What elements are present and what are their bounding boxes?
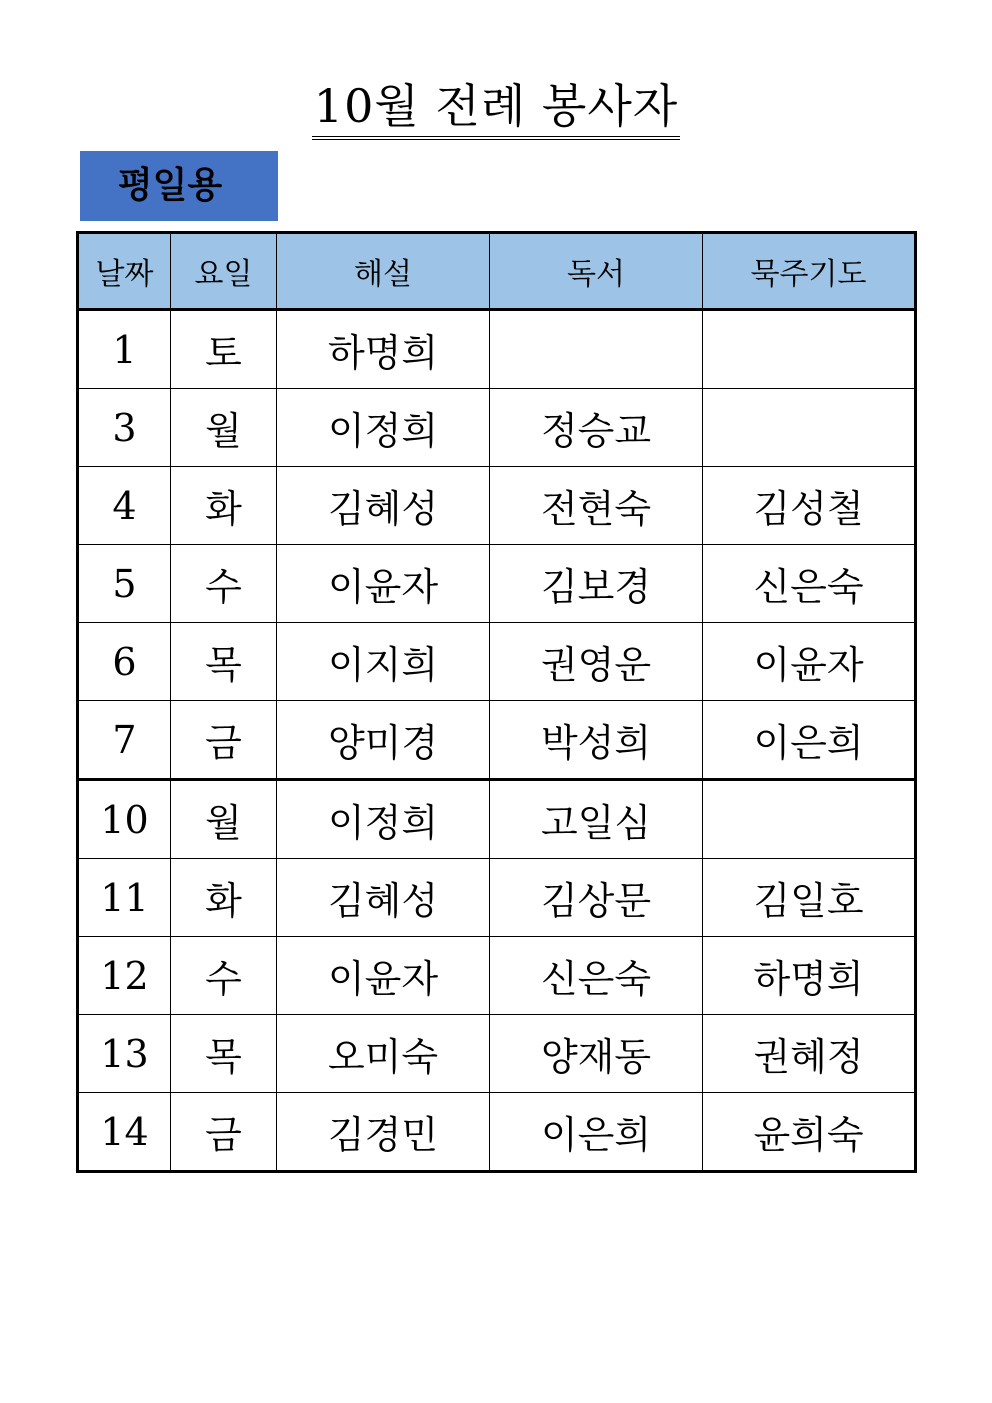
cell-reading: 고일심 — [490, 780, 703, 859]
cell-reading: 신은숙 — [490, 937, 703, 1015]
header-weekday: 요일 — [171, 233, 277, 310]
cell-commentary: 오미숙 — [277, 1015, 490, 1093]
header-commentary: 해설 — [277, 233, 490, 310]
cell-rosary — [703, 389, 916, 467]
cell-weekday: 월 — [171, 780, 277, 859]
cell-date: 3 — [78, 389, 171, 467]
cell-weekday: 수 — [171, 937, 277, 1015]
table-row — [78, 545, 916, 623]
cell-reading: 양재동 — [490, 1015, 703, 1093]
section-badge: 평일용 — [80, 151, 278, 221]
cell-date: 14 — [78, 1093, 171, 1172]
cell-date: 5 — [78, 545, 171, 623]
table-row — [78, 1015, 916, 1093]
table-row — [78, 859, 916, 937]
cell-rosary: 하명희 — [703, 937, 916, 1015]
table-row — [78, 389, 916, 467]
cell-weekday: 토 — [171, 310, 277, 389]
cell-rosary: 김성철 — [703, 467, 916, 545]
cell-commentary: 이지희 — [277, 623, 490, 701]
header-row — [78, 233, 916, 310]
cell-reading: 박성희 — [490, 701, 703, 780]
cell-reading — [490, 310, 703, 389]
cell-reading: 정승교 — [490, 389, 703, 467]
cell-commentary: 이정희 — [277, 780, 490, 859]
header-date: 날짜 — [78, 233, 171, 310]
cell-weekday: 목 — [171, 623, 277, 701]
cell-commentary: 김혜성 — [277, 859, 490, 937]
table-row — [78, 310, 916, 389]
cell-weekday: 금 — [171, 1093, 277, 1172]
cell-commentary: 하명희 — [277, 310, 490, 389]
table-row — [78, 937, 916, 1015]
cell-date: 6 — [78, 623, 171, 701]
cell-weekday: 수 — [171, 545, 277, 623]
table-row — [78, 701, 916, 780]
schedule-table — [76, 231, 917, 1173]
table-row — [78, 1093, 916, 1172]
cell-date: 4 — [78, 467, 171, 545]
cell-rosary — [703, 310, 916, 389]
header-rosary: 묵주기도 — [703, 233, 916, 310]
cell-weekday: 목 — [171, 1015, 277, 1093]
cell-commentary: 김경민 — [277, 1093, 490, 1172]
cell-commentary: 이윤자 — [277, 545, 490, 623]
table-row — [78, 623, 916, 701]
cell-commentary: 양미경 — [277, 701, 490, 780]
cell-commentary: 이윤자 — [277, 937, 490, 1015]
cell-date: 10 — [78, 780, 171, 859]
cell-reading: 김보경 — [490, 545, 703, 623]
cell-rosary: 이은희 — [703, 701, 916, 780]
cell-reading: 김상문 — [490, 859, 703, 937]
cell-date: 12 — [78, 937, 171, 1015]
cell-rosary: 권혜정 — [703, 1015, 916, 1093]
cell-date: 13 — [78, 1015, 171, 1093]
cell-weekday: 월 — [171, 389, 277, 467]
cell-commentary: 이정희 — [277, 389, 490, 467]
cell-date: 11 — [78, 859, 171, 937]
cell-reading: 전현숙 — [490, 467, 703, 545]
cell-weekday: 화 — [171, 859, 277, 937]
page-title-text: 10월 전례 봉사자 — [312, 78, 680, 140]
cell-rosary: 신은숙 — [703, 545, 916, 623]
cell-weekday: 금 — [171, 701, 277, 780]
cell-reading: 이은희 — [490, 1093, 703, 1172]
header-reading: 독서 — [490, 233, 703, 310]
cell-weekday: 화 — [171, 467, 277, 545]
cell-rosary: 이윤자 — [703, 623, 916, 701]
cell-reading: 권영운 — [490, 623, 703, 701]
cell-date: 1 — [78, 310, 171, 389]
cell-rosary — [703, 780, 916, 859]
cell-commentary: 김혜성 — [277, 467, 490, 545]
table-row — [78, 467, 916, 545]
cell-rosary: 윤희숙 — [703, 1093, 916, 1172]
cell-date: 7 — [78, 701, 171, 780]
page-title — [0, 78, 992, 140]
cell-rosary: 김일호 — [703, 859, 916, 937]
table-row — [78, 780, 916, 859]
